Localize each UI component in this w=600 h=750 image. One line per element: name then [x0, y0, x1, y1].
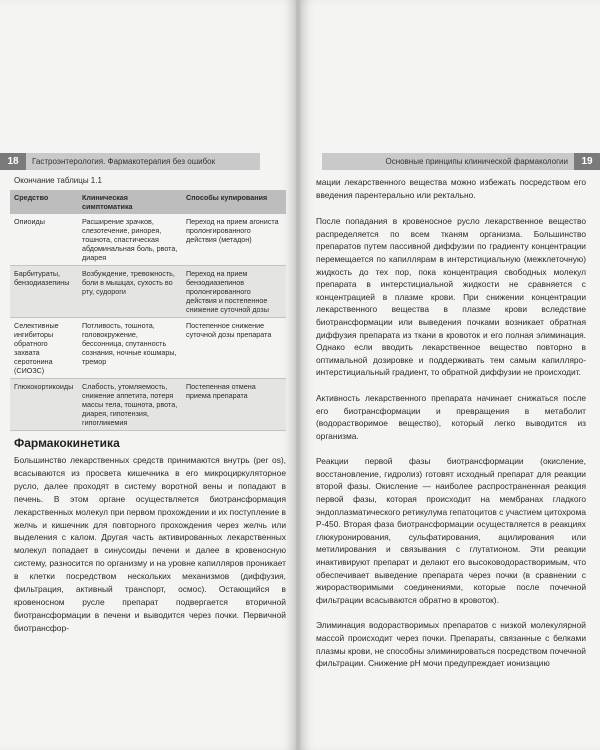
table-caption: Окончание таблицы 1.1	[14, 176, 102, 185]
paragraph: Реакции первой фазы биотрансформации (окисление, восстановление, гидролиз) готовят исходный препарат для реакции второй фазы. Окисление — наиболее распространенная реакция первой фазы, которая происходит на мембранах гладкого эндоплазматического ретикулума гепатоцитов с участием цитохрома P-450. Вторая фаза биотрансформации осуществляется в реакциях глюкуронирования, сульфатирования, ацилирования или метилирования и связывания с глутатионом. Эти реакции инактивируют препарат и делают его высоководорастворимым, что обеспечивает выведение препарата через почки (в сравнении с жирорастворимыми соединениями, которые после почечной фильтрации всасываются обратно в кровоток).	[316, 456, 586, 605]
paragraph: После попадания в кровеносное русло лекарственное вещество распределяется по всем тканям организма. Большинство препаратов путем пассивной диффузии по градиенту концентрации перемещается по капиллярам в интерстициальную (межклеточную) жидкость до тех пор, пока концентрация свободных молекул препарата в интерстициальной жидкости не сравняется с концентрацией в плазме крови. При снижении концентрации лекарственного вещества в плазме крови вследствие биотрансформации или выведения почками возникает обратная диффузия препарата из ткани в кровоток и его полная элиминация. Однако если вводить лекарственное вещество повторно в оптимальной дозировке и поддерживать тем самым капилляро-интерстициальный градиент, то обратной диффузии не происходит.	[316, 216, 586, 378]
table-cell: Глюкокортикоиды	[10, 379, 78, 431]
withdrawal-table	[10, 190, 286, 431]
page-number-left: 18	[0, 153, 26, 170]
section-title: Фармакокинетика	[14, 436, 120, 450]
table-row	[10, 266, 286, 318]
table-cell: Потливость, тошнота, головокружение, бессонница, спутанность сознания, ночные кошмары, тремор	[78, 318, 182, 379]
running-head-left	[0, 153, 260, 170]
table-header-cell: Клиническая симптоматика	[78, 190, 182, 214]
paragraph: мации лекарственного вещества можно избежать посредством его введения парентерально или ректально.	[316, 177, 586, 200]
table-cell: Постепенная отмена приема препарата	[182, 379, 286, 431]
table-row	[10, 379, 286, 431]
page-number-right: 19	[574, 153, 600, 170]
running-head-right	[322, 153, 600, 170]
table-cell: Переход на прием бензодиазепинов пролонгированного действия и постепенное снижение суточной дозы	[182, 266, 286, 318]
paragraph: Элиминация водорастворимых препаратов с низкой молекулярной массой происходит через почки. Препараты, связанные с белками плазмы крови, не способны элиминироваться посредством почечной фильтрации. Снижение pH мочи предупреждает ионизацию	[316, 620, 586, 669]
table-cell: Барбитураты, бензодиазепины	[10, 266, 78, 318]
table-header-row	[10, 190, 286, 214]
table-cell: Селективные ингибиторы обратного захвата серотонина (СИОЗС)	[10, 318, 78, 379]
table-cell: Возбуждение, тревожность, боли в мышцах, сухость во рту, судороги	[78, 266, 182, 318]
table-row	[10, 318, 286, 379]
running-head-right-title: Основные принципы клинической фармакологии	[385, 157, 568, 166]
table-cell: Опиоиды	[10, 214, 78, 266]
table-cell: Слабость, утомляемость, снижение аппетита, потеря массы тела, тошнота, рвота, диарея, гипотензия, гипогликемия	[78, 379, 182, 431]
left-page	[0, 0, 296, 750]
body-text-right	[316, 176, 586, 683]
body-text-left: Большинство лекарственных средств принимаются внутрь (per os), всасываются из просвета кишечника в его микроциркуляторное русло, далее проходят в систему воротной вены и попадают в печень. В этом органе осуществляется биотрансформация лекарственных молекул при первом прохождении и их поступление в желчь и кишечник для повторного прохождения через желчь или выделения с калом. Другая часть активированных лекарственных молекул попадает в синусоиды печени и далее в кровеносную систему, разносится по организму и на уровне капилляров проникает в клетки посредством нескольких механизмов (диффузия, фильтрация, активный транспорт, осмос). Остающийся в кровеносном русле препарат подвергается вторичной биотрансформации в печени и выводится через почки. Первичной биотрансфор-	[14, 455, 286, 633]
table-header-cell: Способы купирования	[182, 190, 286, 214]
table-cell: Переход на прием агониста пролонгированного действия (метадон)	[182, 214, 286, 266]
running-head-left-title: Гастроэнтерология. Фармакотерапия без ошибок	[32, 157, 216, 166]
table-header-cell: Средство	[10, 190, 78, 214]
table-cell: Постепенное снижение суточной дозы препарата	[182, 318, 286, 379]
table-row	[10, 214, 286, 266]
right-page	[300, 0, 600, 750]
paragraph: Активность лекарственного препарата начинает снижаться после его биотрансформации и превращения в метаболит (водорастворимое вещество), который легко выводится из организма.	[316, 392, 586, 441]
table-cell: Расширение зрачков, слезотечение, ринорея, тошнота, спастическая абдоминальная боль, рвота, диарея	[78, 214, 182, 266]
